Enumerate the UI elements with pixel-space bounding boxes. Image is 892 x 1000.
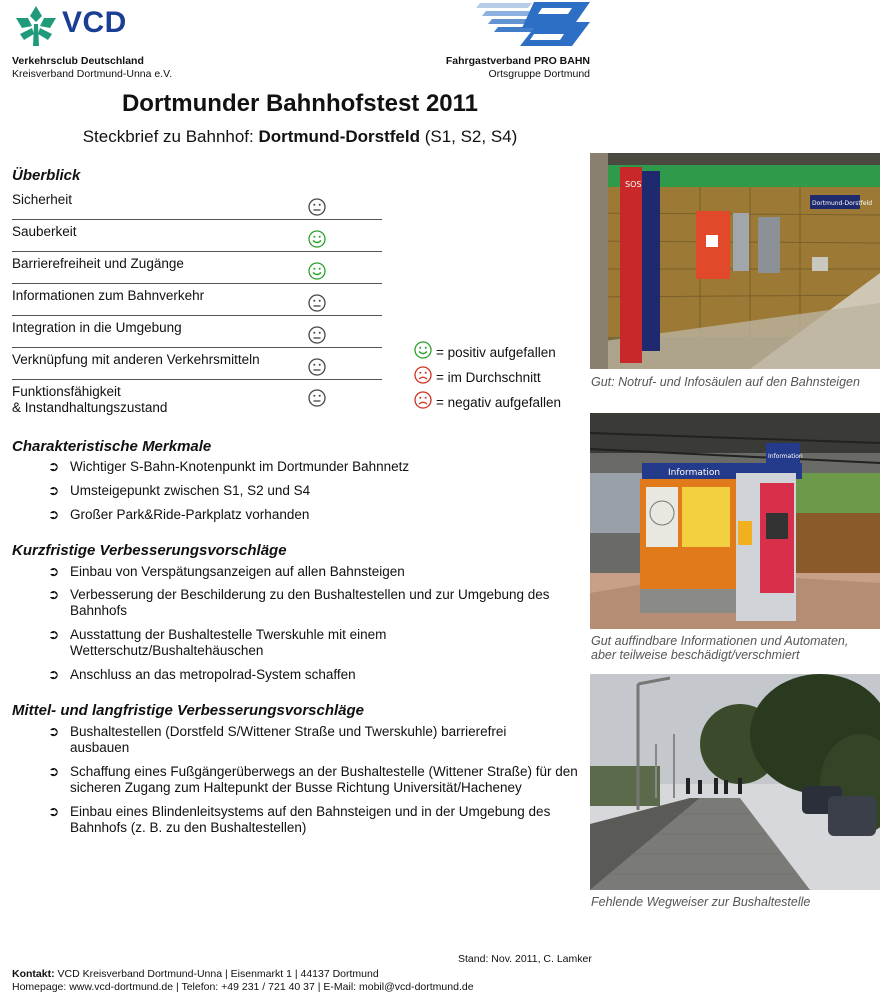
sos-label: SOS [625, 180, 642, 189]
rating-positive-icon [308, 262, 326, 280]
org-left-sub: Kreisverband Dortmund-Unna e.V. [12, 68, 173, 80]
smiley-negative-icon [414, 393, 432, 411]
org-right-sub: Ortsgruppe Dortmund [488, 68, 590, 80]
arrow-bullet-icon: ➲ [48, 564, 60, 579]
legend-neutral-label: = im Durchschnitt [436, 370, 541, 385]
overview-heading: Überblick [12, 167, 81, 184]
legend-positive-label: = positiv aufgefallen [436, 345, 556, 360]
overview-row-label-line1: Funktionsfähigkeit [12, 384, 121, 399]
photo-info-kiosk [590, 413, 880, 629]
stand-note: Stand: Nov. 2011, C. Lamker [458, 953, 592, 965]
list-item: ➲ Ausstattung der Bushaltestelle Twerskuhle mit einem Wetterschutz/Bushaltehäuschen [48, 627, 387, 658]
station-sign-text: Dortmund-Dorstfeld [812, 200, 873, 207]
photo-platform-columns [590, 153, 880, 369]
photo-caption-line1: Gut auffindbare Informationen und Automaten, [591, 634, 849, 648]
arrow-bullet-icon: ➲ [48, 483, 60, 498]
list-item: ➲ Großer Park&Ride-Parkplatz vorhanden [48, 507, 310, 522]
overview-row-label: Sauberkeit [12, 224, 77, 239]
subtitle-station: Dortmund-Dorstfeld [258, 127, 420, 146]
overview-row [12, 190, 382, 220]
list-item: ➲ Anschluss an das metropolrad-System schaffen [48, 667, 356, 682]
smiley-positive-icon [414, 343, 432, 361]
org-right [446, 55, 590, 81]
overview-row [12, 318, 382, 348]
list-item: ➲ Wichtiger S-Bahn-Knotenpunkt im Dortmunder Bahnnetz [48, 459, 410, 474]
contact-line [12, 968, 474, 981]
page-subtitle [0, 127, 600, 147]
long-term-heading: Mittel- und langfristige Verbesserungsvorschläge [12, 702, 365, 719]
arrow-bullet-icon: ➲ [48, 587, 60, 602]
overview-row [12, 382, 382, 418]
photo-platform-columns-image [590, 153, 880, 369]
arrow-bullet-icon: ➲ [48, 667, 60, 682]
contact-address: VCD Kreisverband Dortmund-Unna | Eisenmarkt 1 | 44137 Dortmund [54, 968, 379, 980]
legend-negative-label: = negativ aufgefallen [436, 395, 561, 410]
overview-row [12, 286, 382, 316]
vcd-leaf-icon [12, 4, 60, 48]
vcd-logo-text: VCD [62, 6, 127, 39]
arrow-bullet-icon: ➲ [48, 724, 60, 739]
photo-caption: Gut: Notruf- und Infosäulen auf den Bahnsteigen [591, 375, 860, 389]
info-sign-text: Information [668, 468, 721, 478]
arrow-bullet-icon: ➲ [48, 627, 60, 642]
features-heading: Charakteristische Merkmale [12, 438, 212, 455]
list-item: ➲ Einbau von Verspätungsanzeigen auf allen Bahnsteigen [48, 564, 405, 579]
overview-row-label: Integration in die Umgebung [12, 320, 182, 335]
overview-row-label: Barrierefreiheit und Zugänge [12, 256, 184, 271]
smiley-neutral-legend-icon [414, 368, 432, 386]
org-left [12, 55, 172, 81]
overview-row-label [12, 384, 167, 416]
list-item: ➲ Umsteigepunkt zwischen S1, S2 und S4 [48, 483, 311, 498]
page-title: Dortmunder Bahnhofstest 2011 [121, 90, 479, 117]
probahn-logo [472, 0, 594, 50]
rating-positive-icon [308, 230, 326, 248]
contact-homepage: Homepage: www.vcd-dortmund.de | Telefon: +49 231 / 721 40 37 | E-Mail: mobil@vcd-dortmund.de [12, 981, 474, 993]
rating-neutral-icon [308, 358, 326, 376]
photo-caption-line2: aber teilweise beschädigt/verschmiert [591, 648, 800, 662]
rating-neutral-icon [308, 326, 326, 344]
arrow-bullet-icon: ➲ [48, 459, 60, 474]
overview-row-label: Informationen zum Bahnverkehr [12, 288, 205, 303]
photo-path [590, 674, 880, 890]
list-item: ➲ Schaffung eines Fußgängerüberwegs an der Bushaltestelle (Wittener Straße) für den sicheren Zugang zum Haltepunkt der Busse Richtung Universität/Hacheney [48, 764, 578, 795]
org-right-name: Fahrgastverband PRO BAHN [445, 55, 590, 67]
subtitle-lines: (S1, S2, S4) [419, 127, 518, 146]
contact-footer [12, 968, 474, 994]
list-item: ➲ Einbau eines Blindenleitsystems auf den Bahnsteigen und in der Umgebung des Bahnhofs (z. B. zu den Bushaltestellen) [48, 804, 551, 835]
photo-caption: Fehlende Wegweiser zur Bushaltestelle [591, 895, 811, 909]
info-sign-text-2: Information [768, 453, 803, 460]
overview-row [12, 254, 382, 284]
arrow-bullet-icon: ➲ [48, 507, 60, 522]
rating-neutral-icon [308, 389, 326, 407]
arrow-bullet-icon: ➲ [48, 804, 60, 819]
overview-row-label-line2: & Instandhaltungszustand [12, 400, 168, 415]
overview-row [12, 222, 382, 252]
overview-row-label: Verknüpfung mit anderen Verkehrsmitteln [12, 352, 260, 367]
list-item: ➲ Verbesserung der Beschilderung zu den Bushaltestellen und zur Umgebung des Bahnhofs [48, 587, 550, 618]
photo-caption [591, 634, 848, 662]
overview-row-label: Sicherheit [12, 192, 73, 207]
probahn-logo-icon [472, 0, 594, 50]
photo-info-kiosk-image [590, 413, 880, 629]
rating-neutral-icon [308, 198, 326, 216]
short-term-heading: Kurzfristige Verbesserungsvorschläge [12, 542, 287, 559]
rating-legend [414, 343, 584, 413]
contact-label: Kontakt: [12, 968, 55, 980]
photo-path-image [590, 674, 880, 890]
org-left-name: Verkehrsclub Deutschland [12, 55, 144, 67]
rating-neutral-icon [308, 294, 326, 312]
list-item: ➲ Bushaltestellen (Dorstfeld S/Wittener Straße und Twerskuhle) barrierefrei ausbauen [48, 724, 507, 755]
overview-row [12, 350, 382, 380]
subtitle-prefix: Steckbrief zu Bahnhof: [82, 127, 259, 146]
arrow-bullet-icon: ➲ [48, 764, 60, 779]
